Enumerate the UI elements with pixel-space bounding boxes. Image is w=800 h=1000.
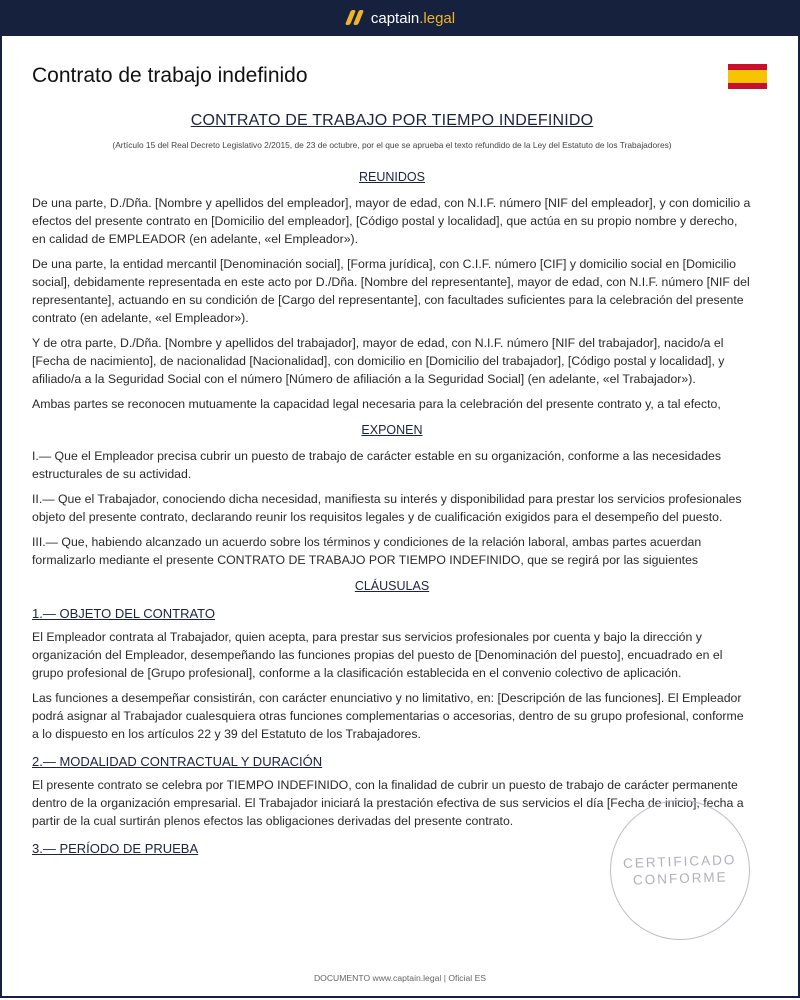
page-footer: DOCUMENTO www.captain.legal | Oficial ES [313, 973, 487, 983]
top-bar [0, 0, 800, 36]
captain-logo-icon [345, 10, 363, 26]
stamp-text: CERTIFICADO CONFORME [622, 852, 737, 888]
spain-flag-icon [728, 64, 767, 89]
exponen-paragraph: II.— Que el Trabajador, conociendo dicha necesidad, manifiesta su interés y disponibilidad para prestar los servicios profesionales objeto del presente contrato, declarando reunir los requisitos legales y de cualificación exigidos para el desempeño del puesto. [32, 492, 742, 524]
document-title: Contrato de trabajo indefinido [32, 64, 308, 87]
clause-3-title: 3.— PERÍODO DE PRUEBA [32, 841, 199, 856]
clause-1-paragraph: El Empleador contrata al Trabajador, quien acepta, para prestar sus servicios profesionales por cuenta y bajo la dirección y organización del Empleador, desempeñando las funciones propias del puesto de [Denominación del puesto], encuadrado en el grupo profesional de [Grupo profesional], conforme a la clasificación establecida en el convenio colectivo de aplicación. [32, 630, 723, 680]
exponen-paragraph: III.— Que, habiendo alcanzado un acuerdo sobre los términos y condiciones de la relación laboral, ambas partes acuerdan formalizarlo mediante el presente CONTRATO DE TRABAJO POR TIEMPO INDEFINIDO, que se regirá por las siguientes [32, 535, 702, 567]
document-body [32, 108, 752, 863]
clause-2-title: 2.— MODALIDAD CONTRACTUAL Y DURACIÓN [32, 754, 323, 769]
clause-1-paragraph: Las funciones a desempeñar consistirán, con carácter enunciativo y no limitativo, en: [Descripción de las funciones]. El Empleador podrá asignar al Trabajador cualesquiera otras funciones complementarias o accesorias, dentro de su grupo profesional, conforme a lo dispuesto en los artículos 22 y 39 del Estatuto de los Trabajadores. [32, 691, 744, 741]
clause-1-title: 1.— OBJETO DEL CONTRATO [32, 606, 215, 621]
reunidos-paragraph: De una parte, D./Dña. [Nombre y apellidos del empleador], mayor de edad, con N.I.F. número [NIF del empleador], y con domicilio a efectos del presente contrato en [Domicilio del empleador], [Código postal y localidad], que actúa en su propio nombre y derecho, en calidad de EMPLEADOR (en adelante, «el Empleador»). [32, 196, 751, 246]
reunidos-paragraph: De una parte, la entidad mercantil [Denominación social], [Forma jurídica], con C.I.F. número [CIF] y domicilio social en [Domicilio social], debidamente representada en este acto por D./Dña. [Nombre del representante], mayor de edad, con N.I.F. número [NIF del representante], actuando en su condición de [Cargo del representante], con facultades suficientes para la celebración del presente contrato (en adelante, «el Empleador»). [32, 257, 750, 325]
section-heading-exponen: EXPONEN [361, 423, 423, 437]
contract-main-title: CONTRATO DE TRABAJO POR TIEMPO INDEFINIDO [190, 112, 594, 129]
contract-subtitle: (Artículo 15 del Real Decreto Legislativo 2/2015, de 23 de octubre, por el que se aprueba el texto refundido de la Ley del Estatuto de los Trabajadores) [112, 140, 672, 150]
exponen-paragraph: I.— Que el Empleador precisa cubrir un puesto de trabajo de carácter estable en su organización, conforme a las necesidades estructurales de su actividad. [32, 449, 722, 481]
brand-name: captain.legal [370, 9, 456, 27]
clause-2-paragraph: El presente contrato se celebra por TIEMPO INDEFINIDO, con la finalidad de cubrir un puesto de trabajo de carácter permanente dentro de la organización empresarial. El Trabajador iniciará la prestación efectiva de sus servicios el día [Fecha de inicio], fecha a partir de la cual surtirán plenos efectos las obligaciones derivadas del presente contrato. [32, 778, 744, 828]
section-heading-clausulas: CLÁUSULAS [354, 579, 430, 593]
reunidos-paragraph: Ambas partes se reconocen mutuamente la capacidad legal necesaria para la celebración del presente contrato y, a tal efecto, [32, 397, 721, 411]
section-heading-reunidos: REUNIDOS [359, 170, 425, 184]
brand-logo[interactable] [345, 10, 455, 27]
reunidos-paragraph: Y de otra parte, D./Dña. [Nombre y apellidos del trabajador], mayor de edad, con N.I.F. número [NIF del trabajador], nacido/a el [Fecha de nacimiento], de nacionalidad [Nacionalidad], con domicilio en [Domicilio del trabajador], [Código postal y localidad], y afiliado/a a la Seguridad Social con el número [Número de afiliación a la Seguridad Social] (en adelante, «el Trabajador»). [32, 336, 725, 386]
